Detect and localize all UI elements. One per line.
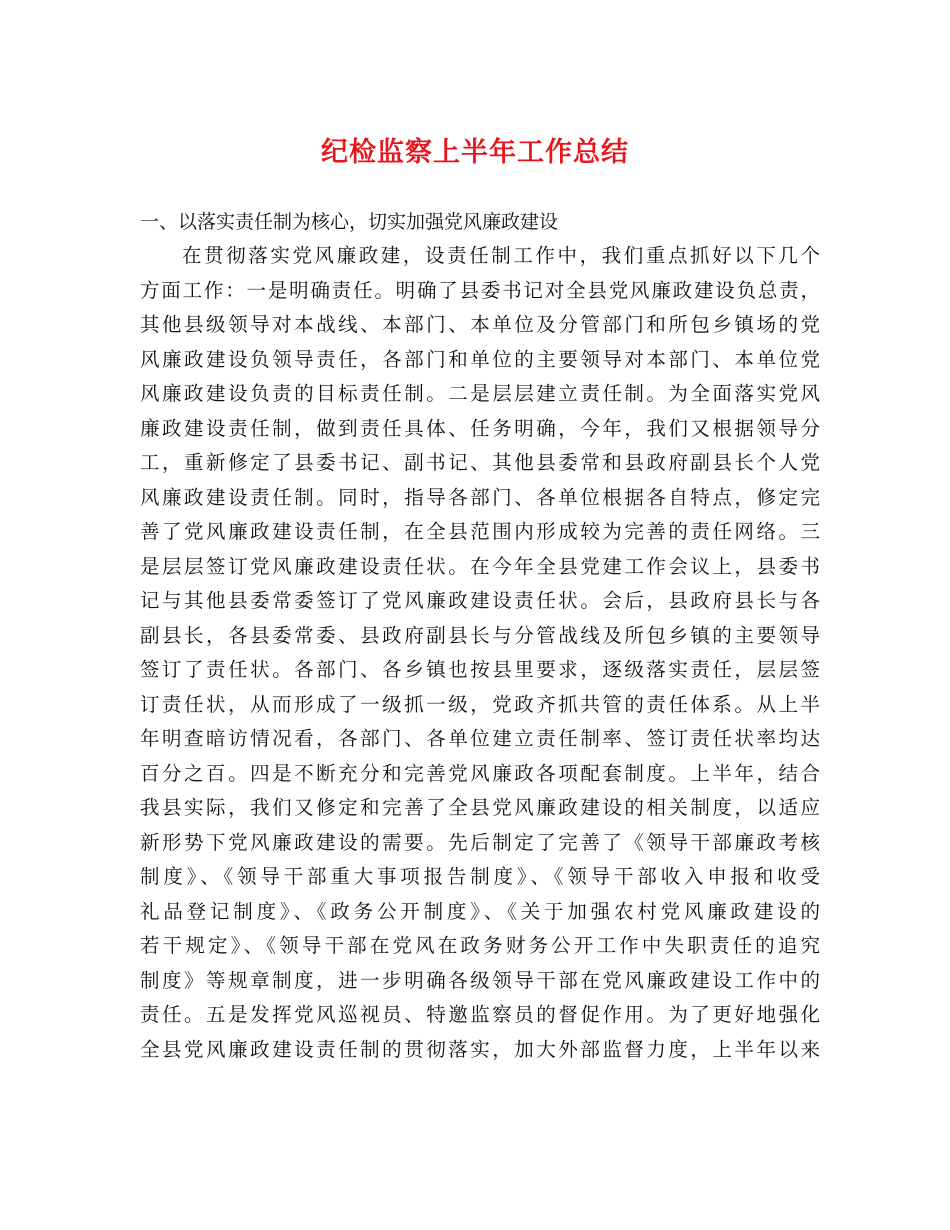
paragraph-line: 善了党风廉政建设责任制，在全县范围内形成较为完善的责任网络。三	[140, 520, 820, 543]
paragraph-line: 方面工作：一是明确责任。明确了县委书记对全县党风廉政建设负总责，	[140, 278, 820, 302]
paragraph-line: 我县实际，我们又修定和完善了全县党风廉政建设的相关制度，以适应	[140, 796, 820, 819]
document-title: 纪检监察上半年工作总结	[321, 137, 629, 168]
paragraph-line: 新形势下党风廉政建设的需要。先后制定了完善了《领导干部廉政考核	[140, 830, 820, 854]
paragraph-line: 副县长，各县委常委、县政府副县长与分管战线及所包乡镇的主要领导	[140, 623, 820, 647]
paragraph-line: 制度》、《领导干部重大事项报告制度》、《领导干部收入申报和收受	[140, 865, 820, 888]
paragraph-line: 风廉政建设负责的目标责任制。二是层层建立责任制。为全面落实党风	[140, 382, 820, 405]
paragraph-line: 在贯彻落实党风廉政建，设责任制工作中，我们重点抓好以下几个	[182, 244, 820, 267]
paragraph-line: 是层层签订党风廉政建设责任状。在今年全县党建工作会议上，县委书	[140, 554, 820, 578]
paragraph-line: 风廉政建设负领导责任，各部门和单位的主要领导对本部门、本单位党	[140, 347, 820, 371]
paragraph-line: 记与其他县委常委签订了党风廉政建设责任状。会后，县政府县长与各	[140, 589, 820, 612]
section-heading: 一、以落实责任制为核心，切实加强党风廉政建设	[140, 211, 559, 233]
paragraph-line: 年明查暗访情况看，各部门、各单位建立责任制率、签订责任状率均达	[140, 727, 820, 750]
paragraph-line: 责任。五是发挥党风巡视员、特邀监察员的督促作用。为了更好地强化	[140, 1003, 820, 1026]
paragraph-line: 风廉政建设责任制。同时，指导各部门、各单位根据各自特点，修定完	[140, 485, 820, 509]
paragraph-line: 其他县级领导对本战线、本部门、本单位及分管部门和所包乡镇场的党	[140, 313, 820, 336]
paragraph-line: 全县党风廉政建设责任制的贯彻落实，加大外部监督力度，上半年以来	[140, 1037, 820, 1061]
paragraph-line: 工，重新修定了县委书记、副书记、其他县委常和县政府副县长个人党	[140, 451, 820, 474]
paragraph-line: 百分之百。四是不断充分和完善党风廉政各项配套制度。上半年，结合	[140, 761, 820, 785]
paragraph-line: 若干规定》、《领导干部在党风在政务财务公开工作中失职责任的追究	[140, 934, 820, 957]
paragraph-line: 制度》等规章制度，进一步明确各级领导干部在党风廉政建设工作中的	[140, 968, 820, 992]
paragraph-line: 订责任状，从而形成了一级抓一级，党政齐抓共管的责任体系。从上半	[140, 692, 820, 716]
body-paragraph	[140, 239, 820, 1067]
paragraph-line: 礼品登记制度》、《政务公开制度》、《关于加强农村党风廉政建设的	[140, 899, 820, 923]
paragraph-line: 廉政建设责任制，做到责任具体、任务明确，今年，我们又根据领导分	[140, 416, 820, 440]
paragraph-line: 签订了责任状。各部门、各乡镇也按县里要求，逐级落实责任，层层签	[140, 658, 820, 681]
